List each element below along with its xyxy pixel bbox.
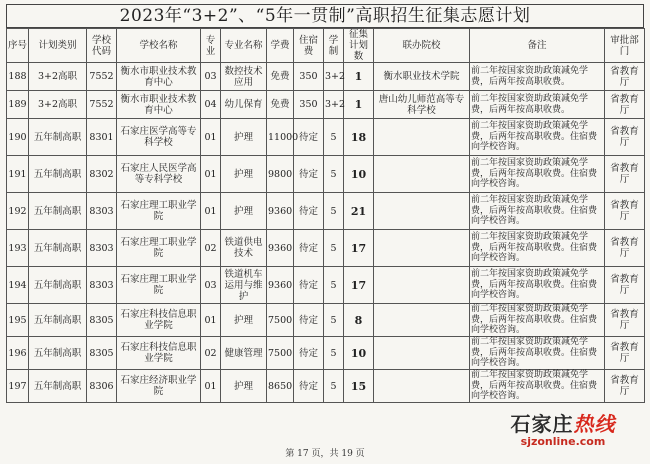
cell-tuition: 9360 [267,193,294,230]
cell-seq: 193 [7,230,29,267]
cell-type: 3+2高职 [29,63,87,91]
cell-school: 石家庄理工职业学院 [117,193,201,230]
table-row [7,156,645,193]
cell-seq: 189 [7,91,29,119]
cell-school: 石家庄科技信息职业学院 [117,304,201,337]
header-school: 学校名称 [117,29,201,63]
table-row [7,337,645,370]
cell-lodging: 待定 [294,193,324,230]
cell-type: 3+2高职 [29,91,87,119]
cell-school: 石家庄医学高等专科学校 [117,119,201,156]
cell-major: 铁道供电技术 [221,230,267,267]
cell-dept: 省教育厅 [605,267,645,304]
logo-hotline: 热线 [573,412,616,436]
cell-tuition: 11000 [267,119,294,156]
logo-name: 石家庄 [510,412,574,436]
cell-note: 前二年按国家资助政策减免学费，后两年按高职收费。住宿费向学校咨询。 [470,304,605,337]
cell-partner [374,337,470,370]
logo-url: sjzonline.com [520,435,606,448]
cell-major-code: 01 [201,193,221,230]
cell-lodging: 待定 [294,304,324,337]
cell-lodging: 待定 [294,230,324,267]
cell-note: 前二年按国家资助政策减免学费，后两年按高职收费。 [470,63,605,91]
cell-years: 3+2 [324,63,344,91]
cell-major: 幼儿保育 [221,91,267,119]
cell-seq: 194 [7,267,29,304]
cell-tuition: 9800 [267,156,294,193]
cell-major: 数控技术应用 [221,63,267,91]
cell-code: 8301 [87,119,117,156]
cell-years: 5 [324,337,344,370]
cell-major-code: 03 [201,267,221,304]
cell-seq: 190 [7,119,29,156]
cell-lodging: 待定 [294,156,324,193]
header-dept: 审批部门 [605,29,645,63]
cell-seq: 196 [7,337,29,370]
cell-school: 衡水市职业技术教育中心 [117,91,201,119]
cell-partner [374,267,470,304]
cell-tuition: 7500 [267,304,294,337]
header-major-code: 专业 [201,29,221,63]
cell-code: 8305 [87,337,117,370]
cell-partner: 唐山幼儿师范高等专科学校 [374,91,470,119]
cell-dept: 省教育厅 [605,63,645,91]
header-quota: 征集计划数 [344,29,374,63]
table-row [7,193,645,230]
cell-type: 五年制高职 [29,337,87,370]
table-row [7,119,645,156]
cell-school: 石家庄理工职业学院 [117,267,201,304]
cell-quota: 15 [344,370,374,403]
cell-tuition: 免费 [267,63,294,91]
cell-lodging: 待定 [294,370,324,403]
cell-note: 前二年按国家资助政策减免学费，后两年按高职收费。 [470,91,605,119]
cell-code: 8303 [87,193,117,230]
cell-note: 前二年按国家资助政策减免学费，后两年按高职收费。住宿费向学校咨询。 [470,370,605,403]
cell-note: 前二年按国家资助政策减免学费，后两年按高职收费。住宿费向学校咨询。 [470,267,605,304]
cell-quota: 18 [344,119,374,156]
cell-years: 5 [324,370,344,403]
cell-partner [374,156,470,193]
cell-quota: 10 [344,156,374,193]
header-major: 专业名称 [221,29,267,63]
cell-years: 5 [324,193,344,230]
cell-note: 前二年按国家资助政策减免学费，后两年按高职收费。住宿费向学校咨询。 [470,119,605,156]
cell-dept: 省教育厅 [605,337,645,370]
header-lodging: 住宿费 [294,29,324,63]
cell-seq: 191 [7,156,29,193]
table-row [7,63,645,91]
cell-code: 8303 [87,230,117,267]
cell-years: 5 [324,267,344,304]
cell-major-code: 04 [201,91,221,119]
cell-major: 铁道机车运用与维护 [221,267,267,304]
cell-dept: 省教育厅 [605,370,645,403]
cell-years: 5 [324,156,344,193]
cell-major: 护理 [221,193,267,230]
cell-quota: 1 [344,63,374,91]
cell-quota: 10 [344,337,374,370]
cell-partner [374,370,470,403]
cell-quota: 17 [344,230,374,267]
cell-school: 石家庄科技信息职业学院 [117,337,201,370]
cell-dept: 省教育厅 [605,119,645,156]
header-tuition: 学费 [267,29,294,63]
cell-type: 五年制高职 [29,304,87,337]
cell-note: 前二年按国家资助政策减免学费，后两年按高职收费。住宿费向学校咨询。 [470,230,605,267]
cell-code: 8306 [87,370,117,403]
cell-lodging: 待定 [294,337,324,370]
cell-school: 石家庄经济职业学院 [117,370,201,403]
cell-years: 5 [324,230,344,267]
cell-school: 衡水市职业技术教育中心 [117,63,201,91]
table-row [7,304,645,337]
cell-years: 3+2 [324,91,344,119]
cell-major: 护理 [221,119,267,156]
cell-lodging: 350 [294,91,324,119]
cell-type: 五年制高职 [29,119,87,156]
cell-note: 前二年按国家资助政策减免学费，后两年按高职收费。住宿费向学校咨询。 [470,193,605,230]
cell-major: 健康管理 [221,337,267,370]
cell-tuition: 8650 [267,370,294,403]
cell-years: 5 [324,304,344,337]
cell-major-code: 02 [201,337,221,370]
header-note: 备注 [470,29,605,63]
cell-major-code: 01 [201,304,221,337]
cell-quota: 21 [344,193,374,230]
cell-major-code: 01 [201,156,221,193]
cell-major: 护理 [221,304,267,337]
cell-lodging: 350 [294,63,324,91]
cell-major-code: 01 [201,370,221,403]
header-seq: 序号 [7,29,29,63]
table-header-row [7,29,645,63]
table-row [7,91,645,119]
cell-type: 五年制高职 [29,370,87,403]
header-years: 学制 [324,29,344,63]
cell-type: 五年制高职 [29,193,87,230]
cell-seq: 192 [7,193,29,230]
cell-dept: 省教育厅 [605,304,645,337]
page-title: 2023年“3+2”、“5年一贯制”高职招生征集志愿计划 [6,4,644,28]
cell-type: 五年制高职 [29,230,87,267]
cell-partner [374,230,470,267]
cell-tuition: 7500 [267,337,294,370]
cell-seq: 197 [7,370,29,403]
cell-major: 护理 [221,370,267,403]
site-logo [488,408,638,448]
cell-quota: 17 [344,267,374,304]
plan-table [6,28,645,403]
table-row [7,370,645,403]
cell-partner [374,193,470,230]
cell-dept: 省教育厅 [605,193,645,230]
cell-code: 7552 [87,91,117,119]
cell-lodging: 待定 [294,267,324,304]
cell-dept: 省教育厅 [605,91,645,119]
table-body [7,63,645,403]
cell-years: 5 [324,119,344,156]
cell-quota: 8 [344,304,374,337]
cell-major-code: 02 [201,230,221,267]
cell-quota: 1 [344,91,374,119]
cell-major-code: 03 [201,63,221,91]
cell-code: 8305 [87,304,117,337]
cell-partner: 衡水职业技术学院 [374,63,470,91]
header-type: 计划类别 [29,29,87,63]
cell-code: 8302 [87,156,117,193]
cell-code: 8303 [87,267,117,304]
cell-type: 五年制高职 [29,267,87,304]
cell-tuition: 免费 [267,91,294,119]
cell-note: 前二年按国家资助政策减免学费，后两年按高职收费。住宿费向学校咨询。 [470,337,605,370]
cell-seq: 188 [7,63,29,91]
cell-major-code: 01 [201,119,221,156]
cell-partner [374,119,470,156]
header-code: 学校代码 [87,29,117,63]
cell-dept: 省教育厅 [605,156,645,193]
cell-tuition: 9360 [267,267,294,304]
cell-partner [374,304,470,337]
cell-dept: 省教育厅 [605,230,645,267]
cell-school: 石家庄人民医学高等专科学校 [117,156,201,193]
cell-code: 7552 [87,63,117,91]
cell-lodging: 待定 [294,119,324,156]
cell-seq: 195 [7,304,29,337]
header-partner: 联办院校 [374,29,470,63]
table-row [7,230,645,267]
cell-school: 石家庄理工职业学院 [117,230,201,267]
page-footer: 第 17 页，共 19 页 [285,449,365,459]
table-row [7,267,645,304]
cell-tuition: 9360 [267,230,294,267]
cell-note: 前二年按国家资助政策减免学费，后两年按高职收费。住宿费向学校咨询。 [470,156,605,193]
cell-type: 五年制高职 [29,156,87,193]
cell-major: 护理 [221,156,267,193]
